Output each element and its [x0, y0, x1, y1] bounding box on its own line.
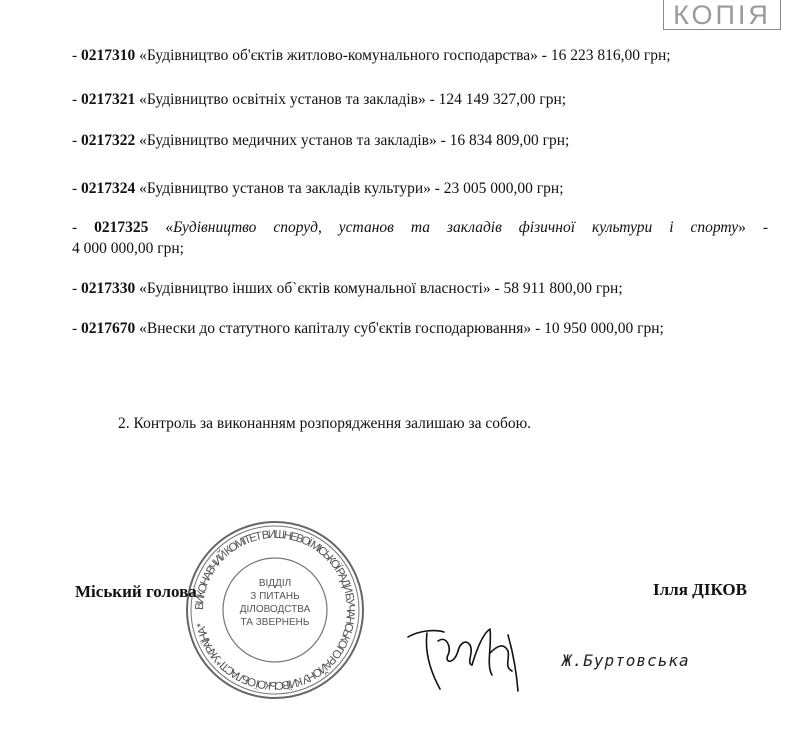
seal-center-line: ВІДДІЛ — [258, 578, 292, 589]
item-prefix: - — [72, 91, 82, 108]
item-amount: - 23 005 000,00 грн; — [430, 180, 564, 197]
item-amount: - 58 911 800,00 грн; — [490, 280, 623, 297]
item-name: «Будівництво медичних установ та закладів» — [139, 132, 437, 149]
budget-item-line — [72, 180, 564, 198]
copy-stamp: КОПІЯ — [663, 0, 781, 30]
seal-center-line: З ПИТАНЬ — [250, 591, 300, 602]
item-name: «Будівництво установ та закладів культури» — [139, 180, 431, 197]
item-prefix: - — [72, 132, 82, 149]
item-name: Будівництво споруд, установ та закладів фізичної культури і спорту — [173, 219, 739, 236]
budget-item-line — [72, 132, 569, 150]
item-code: 0217324 — [81, 180, 136, 197]
seal-outer-text: ВИКОНАВЧИЙ КОМІТЕТ ВИШНЕВОЇ МІСЬКОЇ РАДИ БУЧАНСЬКОГО РАЙОНУ КИЇВСЬКОЇ ОБЛАСТІ * УКРАЇНА * — [193, 528, 357, 692]
item-name: «Внески до статутного капіталу суб'єктів господарювання» — [139, 320, 532, 337]
budget-item-line — [72, 320, 664, 338]
item-amount: - 10 950 000,00 грн; — [531, 320, 664, 337]
budget-item-line — [72, 280, 623, 298]
signatory-title: Міський голова — [75, 582, 197, 601]
control-clause: 2. Контроль за виконанням розпорядження залишаю за собою. — [118, 415, 532, 432]
item-prefix: - — [72, 47, 82, 64]
budget-item-line — [72, 91, 566, 109]
item-prefix: - — [72, 180, 82, 197]
official-seal — [180, 515, 370, 705]
item-amount: - 16 223 816,00 грн; — [537, 47, 671, 64]
item-name: «Будівництво інших об`єктів комунальної власності» — [139, 280, 491, 297]
budget-item-line — [72, 219, 768, 237]
item-prefix: - — [72, 320, 82, 337]
item-name: «Будівництво освітніх установ та закладів» — [139, 91, 426, 108]
item-name-close: » - — [738, 219, 768, 236]
seal-center-line: ТА ЗВЕРНЕНЬ — [240, 617, 310, 628]
budget-item-line — [72, 47, 671, 65]
executor-name: Ж.Буртовська — [562, 651, 690, 670]
item-prefix: - — [72, 219, 95, 236]
item-name: «Будівництво об'єктів житлово-комунального господарства» — [139, 47, 538, 64]
item-code: 0217310 — [81, 47, 136, 64]
item-amount: - 124 149 327,00 грн; — [425, 91, 567, 108]
budget-item-amount-line: 4 000 000,00 грн; — [72, 240, 184, 257]
signatory-name: Ілля ДІКОВ — [653, 580, 747, 599]
item-code: 0217322 — [81, 132, 136, 149]
handwritten-signature — [400, 605, 530, 700]
item-code: 0217670 — [81, 320, 136, 337]
item-code: 0217330 — [81, 280, 136, 297]
item-code: 0217321 — [81, 91, 136, 108]
item-code: 0217325 — [94, 219, 149, 236]
seal-center-line: ДІЛОВОДСТВА — [239, 604, 311, 615]
item-prefix: - — [72, 280, 82, 297]
item-amount: - 16 834 809,00 грн; — [436, 132, 570, 149]
item-name-open: « — [148, 219, 174, 236]
